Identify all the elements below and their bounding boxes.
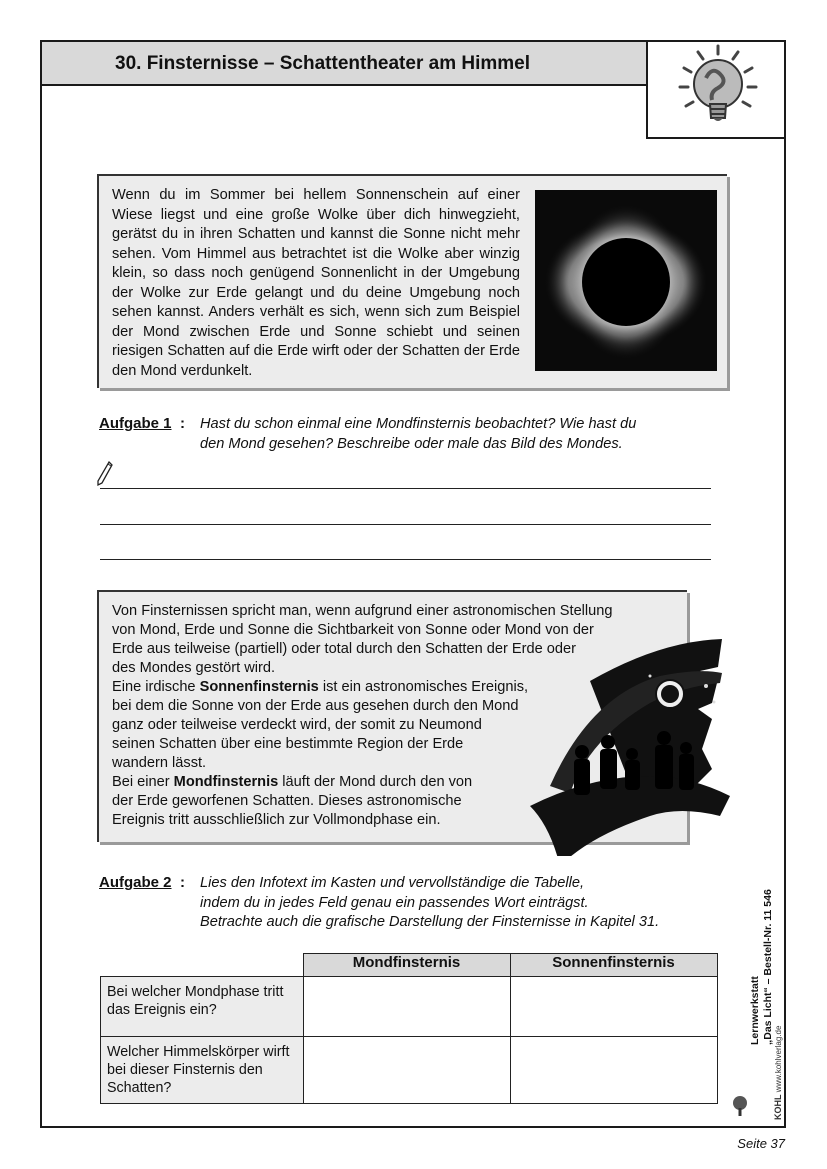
table-cell-sonne-phase[interactable] bbox=[510, 977, 717, 1037]
info-line: Eine irdische Sonnenfinsternis ist ein astronomisches Ereignis, bbox=[112, 679, 529, 695]
table-cell-sonne-body[interactable] bbox=[510, 1037, 717, 1104]
table-cell-mond-phase[interactable] bbox=[303, 977, 510, 1037]
lightbulb-box bbox=[646, 40, 786, 139]
table-question-shadow-body: Welcher Himmelskörper wirft bei dieser Finsternis den Schatten? bbox=[101, 1037, 304, 1104]
sidebar-product-info bbox=[749, 889, 775, 1045]
task2-text bbox=[200, 874, 659, 933]
task1-label: Aufgabe 1 bbox=[99, 415, 172, 432]
info-line: Von Finsternissen spricht man, wenn aufgrund einer astronomischen Stellung bbox=[112, 603, 613, 619]
answer-line-2[interactable] bbox=[100, 524, 711, 525]
info-line: wandern lässt. bbox=[112, 755, 207, 771]
task2-line3: Betrachte auch die grafische Darstellung der Finsternisse in Kapitel 31. bbox=[200, 914, 660, 930]
term-mondfinsternis: Mondfinsternis bbox=[173, 774, 279, 790]
task2-line1: Lies den Infotext im Kasten und vervollständige die Tabelle, bbox=[200, 875, 585, 891]
answer-line-1[interactable] bbox=[100, 488, 711, 489]
table-header-mondfinsternis: Mondfinsternis bbox=[303, 954, 510, 977]
task2-label: Aufgabe 2 bbox=[99, 874, 172, 891]
task2-colon: : bbox=[180, 874, 185, 891]
task1-line2: den Mond gesehen? Beschreibe oder male das Bild des Mondes. bbox=[200, 435, 623, 452]
eclipse-watchers-illustration bbox=[530, 636, 730, 856]
info-line: des Mondes gestört wird. bbox=[112, 660, 276, 676]
info-box-intro-text: Wenn du im Sommer bei hellem Sonnenschein auf einer Wiese liegst und eine große Wolke über dich hinwegzieht, gerätst du in ihren Schatten und kannst die Sonne nicht mehr sehen. Vom Himmel aus betrachtet ist die Wolke aber winzig klein, so dass noch genügend Sonnenlicht in der Umgebung der Wolke zur Erde gelangt und du deine Umgebung noch sehen kannst. Anders verhält es sich, wenn sich zum Beispiel der Mond zwischen Erde und Sonne schiebt und seinen riesigen Schatten auf die Erde wirft oder der Schatten der Erde den Mond verdunkelt. bbox=[112, 187, 520, 379]
term-sonnenfinsternis: Sonnenfinsternis bbox=[199, 679, 319, 695]
answer-line-3[interactable] bbox=[100, 559, 711, 560]
publisher-info bbox=[773, 1026, 783, 1120]
info-box-intro bbox=[97, 174, 727, 388]
info-line: Ereignis tritt ausschließlich zur Vollmondphase ein. bbox=[112, 812, 441, 828]
info-line: ganz oder teilweise verdeckt wird, der somit zu Neumond bbox=[112, 717, 482, 733]
info-line: seinen Schatten über eine bestimmte Region der Erde bbox=[112, 736, 464, 752]
eclipse-table bbox=[100, 953, 718, 1104]
info-line: von Mond, Erde und Sonne die Sichtbarkeit von Sonne oder Mond von der bbox=[112, 622, 594, 638]
table-cell-mond-body[interactable] bbox=[303, 1037, 510, 1104]
table-header-sonnenfinsternis: Sonnenfinsternis bbox=[510, 954, 717, 977]
info-line: Erde aus teilweise (partiell) oder total durch den Schatten der Erde oder bbox=[112, 641, 577, 657]
task1-line1: Hast du schon einmal eine Mondfinsternis beobachtet? Wie hast du bbox=[200, 416, 637, 432]
info-line: Bei einer Mondfinsternis läuft der Mond durch den von bbox=[112, 774, 473, 790]
pencil-icon bbox=[96, 460, 114, 488]
lightbulb-icon bbox=[648, 42, 784, 137]
publisher-url: www.kohlverlag.de bbox=[774, 1025, 783, 1093]
task1-text bbox=[200, 415, 636, 454]
task2-line2: indem du in jedes Feld genau ein passendes Wort einträgst. bbox=[200, 894, 589, 911]
sidebar-line2: „Das Licht“ – Bestell-Nr. 11 546 bbox=[762, 889, 774, 1045]
table-question-moon-phase: Bei welcher Mondphase tritt das Ereignis ein? bbox=[101, 977, 304, 1037]
info-line: bei dem die Sonne von der Erde aus gesehen durch den Mond bbox=[112, 698, 519, 714]
sidebar-line1: Lernwerkstatt bbox=[749, 976, 761, 1045]
publisher-logo-tree bbox=[730, 1095, 750, 1117]
task1-colon: : bbox=[180, 415, 185, 432]
info-line: der Erde geworfenen Schatten. Dieses astronomische bbox=[112, 793, 462, 809]
page-title: 30. Finsternisse – Schattentheater am Himmel bbox=[40, 40, 648, 86]
table-corner bbox=[101, 954, 304, 977]
solar-eclipse-photo bbox=[535, 190, 717, 371]
page-number: Seite 37 bbox=[737, 1136, 785, 1151]
publisher-name: KOHL bbox=[773, 1094, 783, 1120]
